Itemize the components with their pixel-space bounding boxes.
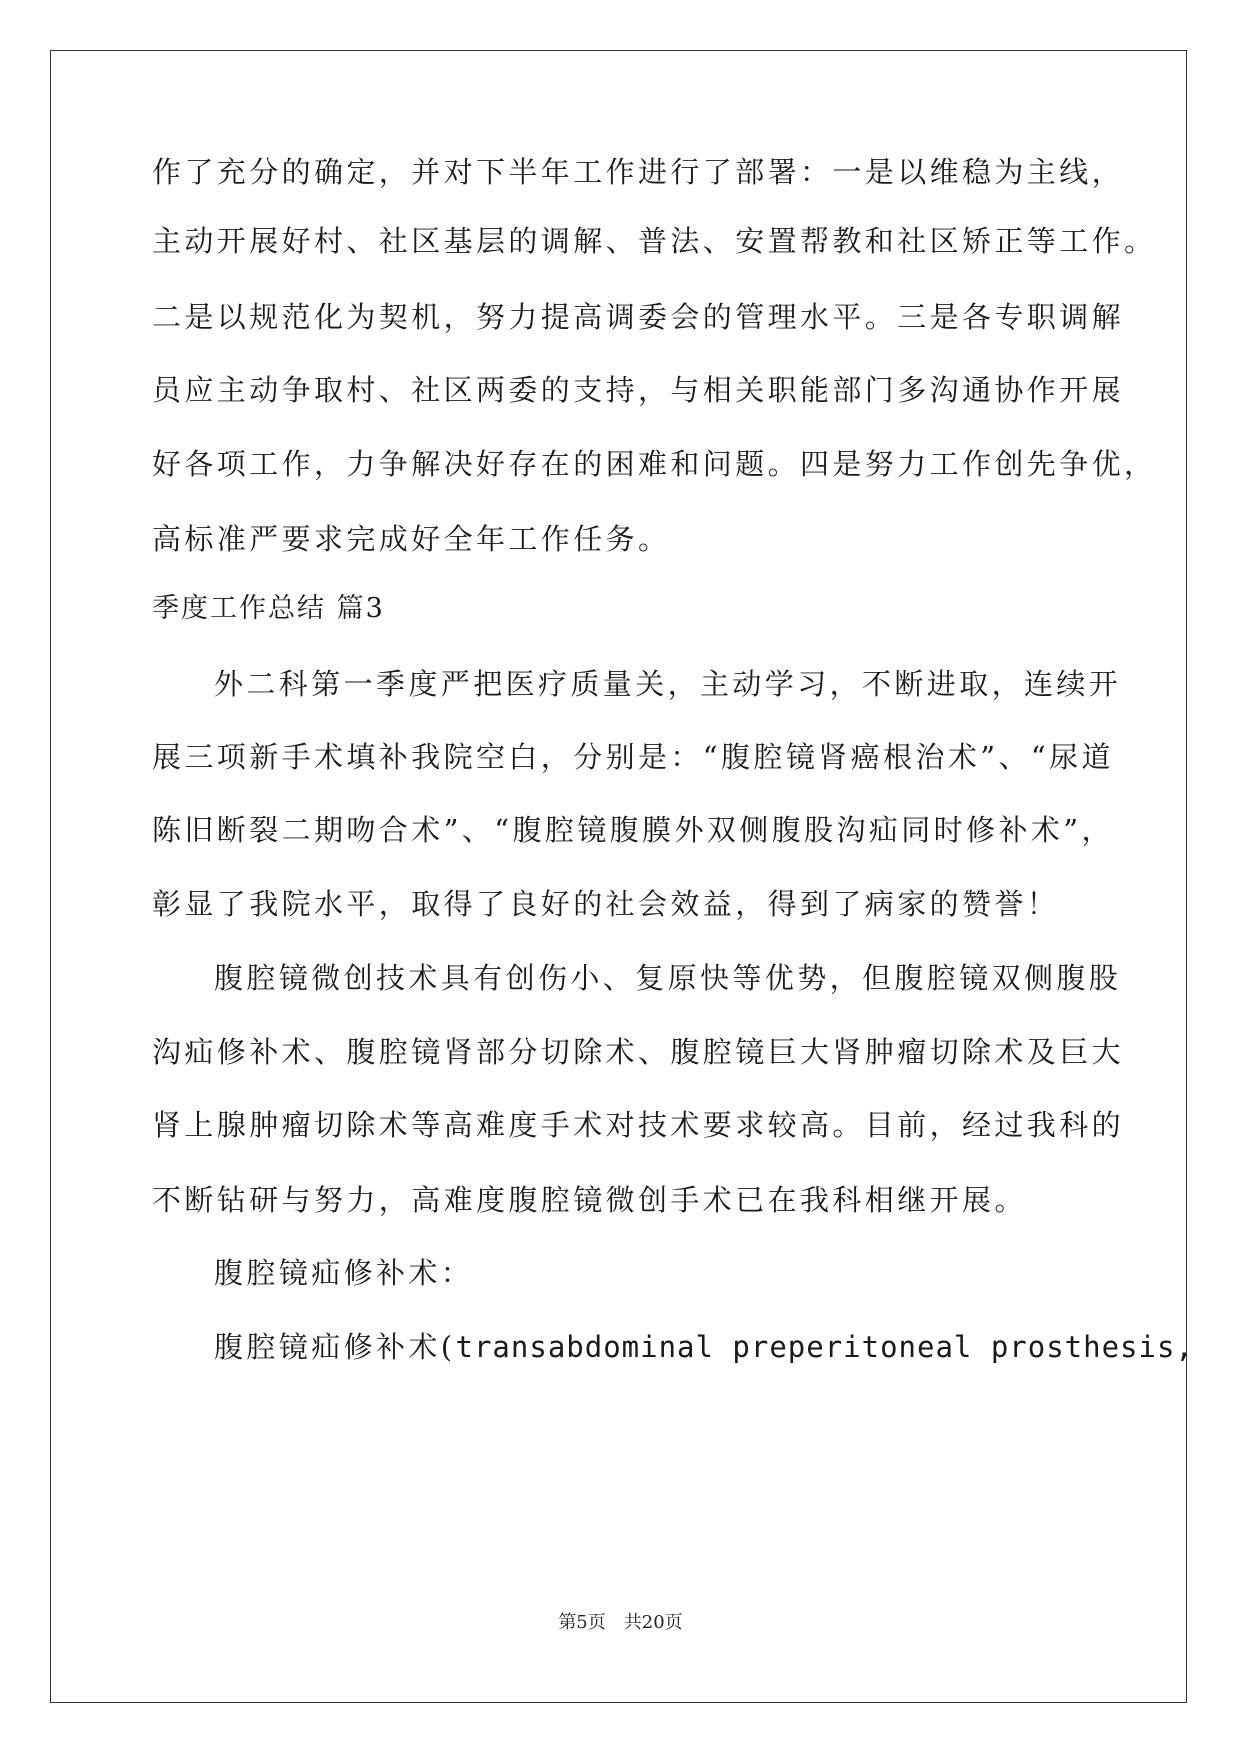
text-line: 高标准严要求完成好全年工作任务。 — [152, 522, 671, 556]
text-line: 作了充分的确定，并对下半年工作进行了部署：一是以维稳为主线， — [152, 155, 1125, 189]
text-line: 腹腔镜疝修补术： — [214, 1256, 474, 1290]
text-line: 主动开展好村、社区基层的调解、普法、安置帮教和社区矫正等工作。 — [152, 224, 1157, 258]
text-line: 展三项新手术填补我院空白，分别是：“腹腔镜肾癌根治术”、“尿道 — [152, 740, 1114, 774]
text-span-english: transabdominal preperitoneal prosthesis, — [455, 1330, 1194, 1364]
section-heading: 季度工作总结 篇3 — [152, 593, 385, 624]
text-line: 沟疝修补术、腹腔镜肾部分切除术、腹腔镜巨大肾肿瘤切除术及巨大 — [152, 1035, 1125, 1069]
text-line: 不断钻研与努力，高难度腹腔镜微创手术已在我科相继开展。 — [152, 1183, 1027, 1217]
text-line: 肾上腺肿瘤切除术等高难度手术对技术要求较高。目前，经过我科的 — [152, 1108, 1125, 1142]
text-line: 好各项工作，力争解决好存在的困难和问题。四是努力工作创先争优， — [152, 447, 1157, 481]
page-footer: 第5页 共20页 — [558, 1612, 683, 1633]
text-line — [214, 1327, 1194, 1367]
text-span-chinese: 腹腔镜疝修补术( — [214, 1330, 456, 1364]
text-line: 二是以规范化为契机，努力提高调委会的管理水平。三是各专职调解 — [152, 300, 1125, 334]
text-line: 外二科第一季度严把医疗质量关，主动学习，不断进取，连续开 — [214, 667, 1122, 701]
text-line: 腹腔镜微创技术具有创伤小、复原快等优势，但腹腔镜双侧腹股 — [214, 961, 1122, 995]
text-line: 陈旧断裂二期吻合术”、“腹腔镜腹膜外双侧腹股沟疝同时修补术”， — [152, 813, 1114, 847]
text-line: 彰显了我院水平，取得了良好的社会效益，得到了病家的赞誉！ — [152, 887, 1060, 921]
text-line: 员应主动争取村、社区两委的支持，与相关职能部门多沟通协作开展 — [152, 373, 1125, 407]
